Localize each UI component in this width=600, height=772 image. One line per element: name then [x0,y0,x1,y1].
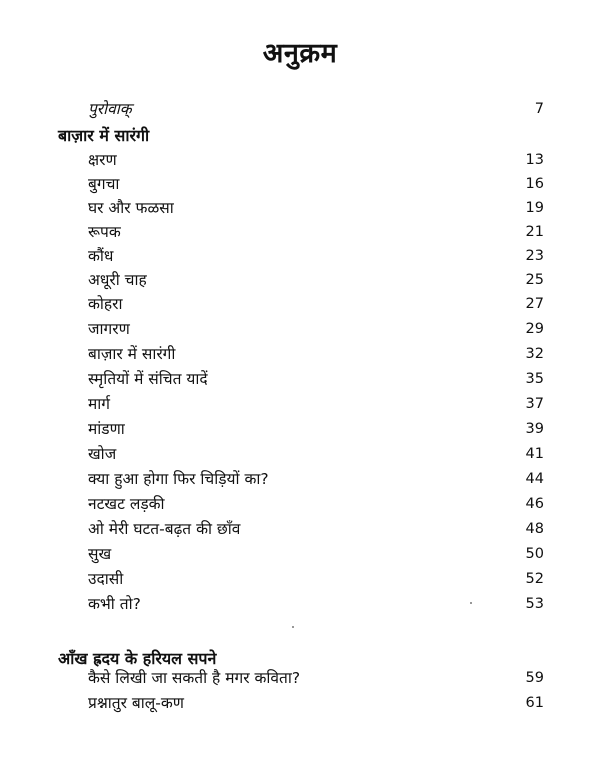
toc-entry-title: नटखट लड़की [88,495,165,513]
toc-entry [88,592,544,616]
toc-entry [88,196,544,220]
toc-entry [88,244,544,268]
toc-entry-page: 44 [525,471,544,487]
toc-entry [88,666,544,690]
toc-entry [88,517,544,541]
toc-entry-page: 59 [525,670,544,686]
toc-entry [88,172,544,196]
page-title: अनुक्रम [262,38,338,69]
toc-entry [88,392,544,416]
toc-entry-page: 46 [525,496,544,512]
toc-entry [88,268,544,292]
toc-entry-page: 39 [525,421,544,437]
toc-entry [88,567,544,591]
toc-entry-title: कभी तो? [88,595,141,613]
toc-entry-page: 53 [525,596,544,612]
scan-speck [470,602,472,604]
toc-entry [88,691,544,715]
scan-speck [292,626,294,628]
toc-entry-page: 35 [525,371,544,387]
toc-entry-title: स्मृतियों में संचित यादें [88,370,208,388]
toc-entry-title: रूपक [88,223,121,241]
toc-entry-title: मांडणा [88,420,125,438]
toc-entry-page: 7 [534,101,544,117]
toc-entry-title: सुख [88,545,112,563]
toc-entry-page: 25 [525,272,544,288]
toc-entry-page: 29 [525,321,544,337]
toc-entry [88,442,544,466]
toc-entry-page: 23 [525,248,544,264]
toc-entry-page: 13 [525,152,544,168]
toc-entry-page: 16 [525,176,544,192]
toc-entry [88,417,544,441]
toc-entry-title: बाज़ार में सारंगी [88,345,176,363]
toc-entry-title: क्षरण [88,151,117,169]
toc-entry [88,467,544,491]
toc-entry-title: क्या हुआ होगा फिर चिड़ियों का? [88,470,269,488]
toc-entry-title: प्रश्नातुर बालू-कण [88,694,184,712]
toc-entry-title: बुगचा [88,175,120,193]
toc-entry [88,367,544,391]
toc-entry-title: मार्ग [88,395,111,413]
section-heading: आँख ह्रदय के हरियल सपने [58,649,217,668]
toc-entry-preface [88,97,544,121]
toc-entry-title: जागरण [88,320,130,338]
toc-entry-title: कौंध [88,247,114,265]
toc-entry-page: 32 [525,346,544,362]
toc-entry-page: 41 [525,446,544,462]
toc-entry-title: अधूरी चाह [88,271,147,289]
toc-entry [88,492,544,516]
toc-entry-page: 48 [525,521,544,537]
toc-entry-page: 27 [525,296,544,312]
toc-entry [88,292,544,316]
toc-entry-page: 21 [525,224,544,240]
toc-entry [88,342,544,366]
toc-entry-page: 50 [525,546,544,562]
toc-entry-page: 37 [525,396,544,412]
toc-entry-title: घर और फळसा [88,199,174,217]
toc-entry [88,542,544,566]
toc-entry-page: 19 [525,200,544,216]
toc-entry-page: 52 [525,571,544,587]
toc-entry-title: ओ मेरी घटत-बढ़त की छाँव [88,520,241,538]
section-heading: बाज़ार में सारंगी [58,126,150,145]
toc-entry-page: 61 [525,695,544,711]
toc-entry-title: उदासी [88,570,124,588]
toc-entry-title: कोहरा [88,295,123,313]
toc-entry [88,220,544,244]
toc-entry-title: कैसे लिखी जा सकती है मगर कविता? [88,669,301,687]
toc-entry [88,317,544,341]
toc-entry-title: पुरोवाक् [88,100,132,118]
toc-entry-title: खोज [88,445,117,463]
toc-entry [88,148,544,172]
